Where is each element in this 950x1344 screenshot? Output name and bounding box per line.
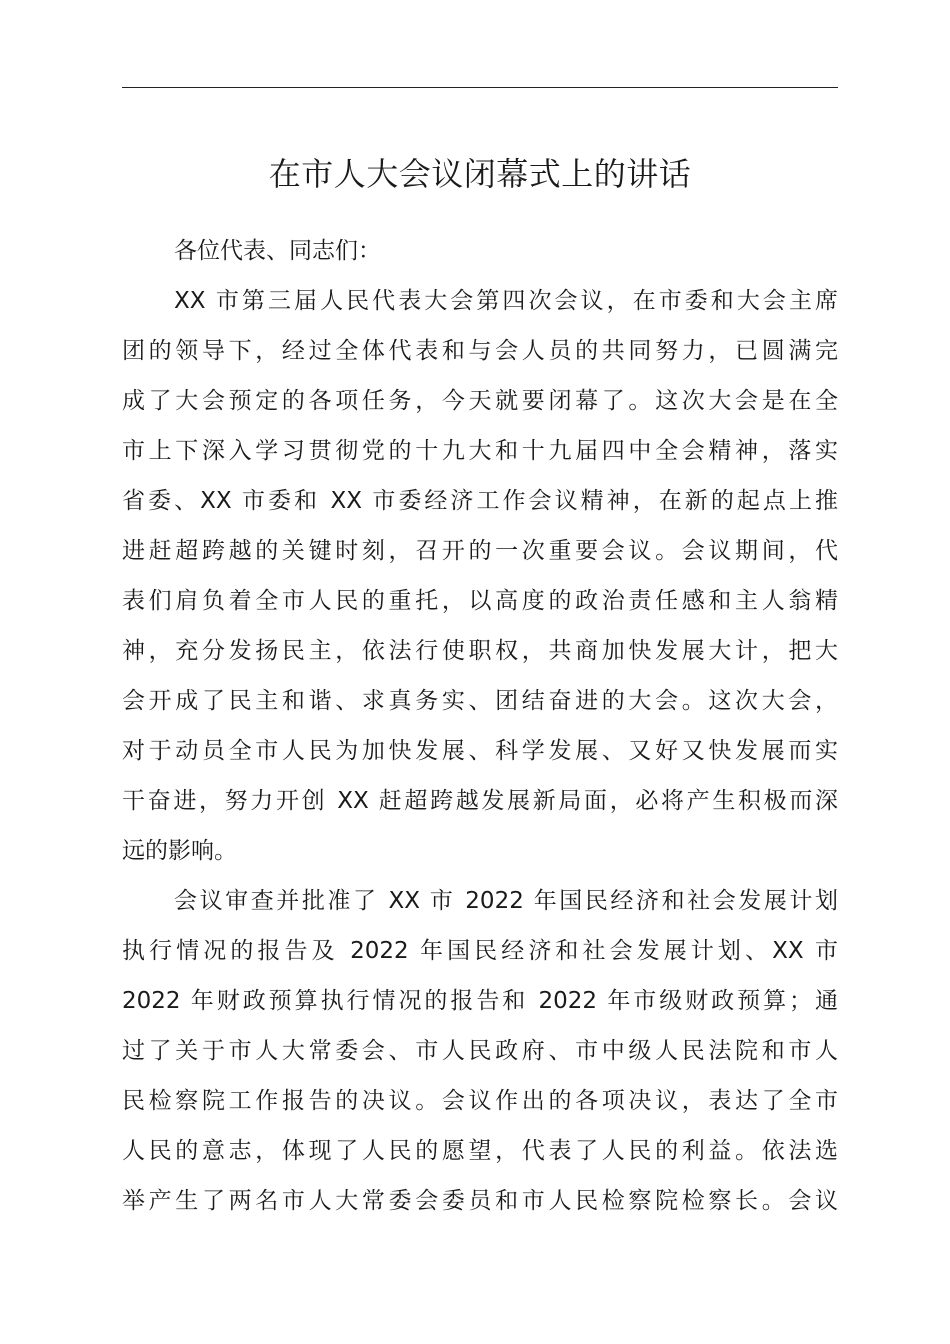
document-title: 在市人大会议闭幕式上的讲话 [268, 155, 692, 193]
paragraph-1-line: XX 市第三届人民代表大会第四次会议，在市委和大会主席 [174, 288, 838, 314]
paragraph-1-line: 成了大会预定的各项任务，今天就要闭幕了。这次大会是在全 [122, 388, 838, 414]
paragraph-1-line: 会开成了民主和谐、求真务实、团结奋进的大会。这次大会， [122, 688, 838, 714]
paragraph-2-line: 2022 年财政预算执行情况的报告和 2022 年市级财政预算；通 [122, 988, 838, 1014]
paragraph-2-line: 举产生了两名市人大常委会委员和市人民检察院检察长。会议 [122, 1188, 838, 1214]
paragraph-2-line: 会议审查并批准了 XX 市 2022 年国民经济和社会发展计划 [174, 888, 838, 914]
paragraph-1-line: 远的影响。 [122, 838, 237, 864]
paragraph-1-line: 省委、XX 市委和 XX 市委经济工作会议精神，在新的起点上推 [122, 488, 838, 514]
paragraph-2-line: 过了关于市人大常委会、市人民政府、市中级人民法院和市人 [122, 1038, 838, 1064]
paragraph-2-line: 民检察院工作报告的决议。会议作出的各项决议，表达了全市 [122, 1088, 838, 1114]
paragraph-2-line: 执行情况的报告及 2022 年国民经济和社会发展计划、XX 市 [122, 938, 838, 964]
paragraph-1-line: 表们肩负着全市人民的重托，以高度的政治责任感和主人翁精 [122, 588, 838, 614]
salutation: 各位代表、同志们： [174, 238, 381, 264]
paragraph-1-line: 干奋进，努力开创 XX 赶超跨越发展新局面，必将产生积极而深 [122, 788, 838, 814]
document-body [122, 226, 838, 1226]
paragraph-2-line: 人民的意志，体现了人民的愿望，代表了人民的利益。依法选 [122, 1138, 838, 1164]
paragraph-1-line: 市上下深入学习贯彻党的十九大和十九届四中全会精神，落实 [122, 438, 838, 464]
header-rule [122, 87, 838, 88]
paragraph-1-line: 进赶超跨越的关键时刻，召开的一次重要会议。会议期间，代 [122, 538, 838, 564]
paragraph-1-line: 团的领导下，经过全体代表和与会人员的共同努力，已圆满完 [122, 338, 838, 364]
paragraph-1-line: 神，充分发扬民主，依法行使职权，共商加快发展大计，把大 [122, 638, 838, 664]
paragraph-1-line: 对于动员全市人民为加快发展、科学发展、又好又快发展而实 [122, 738, 838, 764]
